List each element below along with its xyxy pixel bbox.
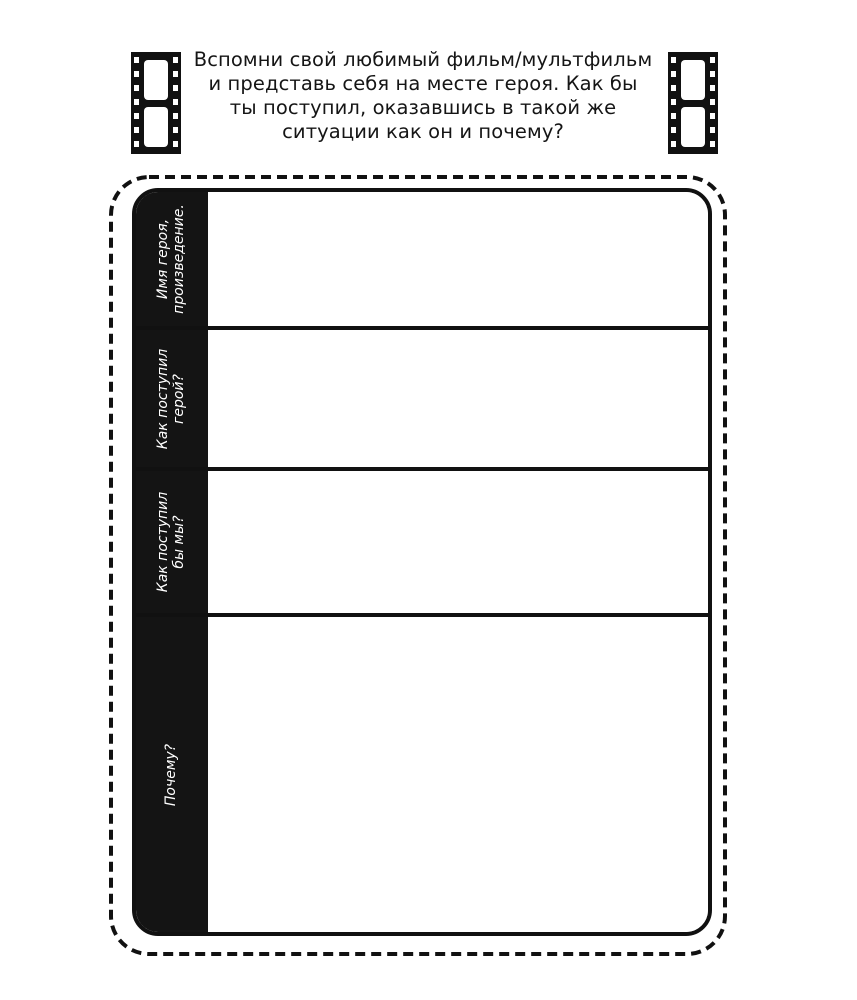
row-hero-name [136,192,708,330]
film-strip-icon [131,52,181,154]
answer-field-why[interactable] [208,617,708,932]
worksheet-table [132,188,712,936]
row-hero-action [136,330,708,471]
row-label-text: Имя героя, произведение. [155,204,187,314]
row-own-action [136,471,708,617]
row-label-text: Почему? [163,743,179,806]
row-label-why [136,617,208,932]
row-label-hero-action [136,330,208,467]
answer-field-hero-name[interactable] [208,192,708,326]
film-strip-icon [668,52,718,154]
row-label-hero-name [136,192,208,326]
worksheet-prompt: Вспомни свой любимый фильм/мультфильм и представь себя на месте героя. Как бы ты поступил, оказавшись в такой же ситуации как он и почему? [193,48,653,143]
row-label-text: Как поступил бы мы? [155,491,187,593]
answer-field-hero-action[interactable] [208,330,708,467]
worksheet-header [0,40,857,165]
row-label-text: Как поступил герой? [155,348,187,449]
answer-field-own-action[interactable] [208,471,708,613]
row-why [136,617,708,932]
row-label-own-action [136,471,208,613]
